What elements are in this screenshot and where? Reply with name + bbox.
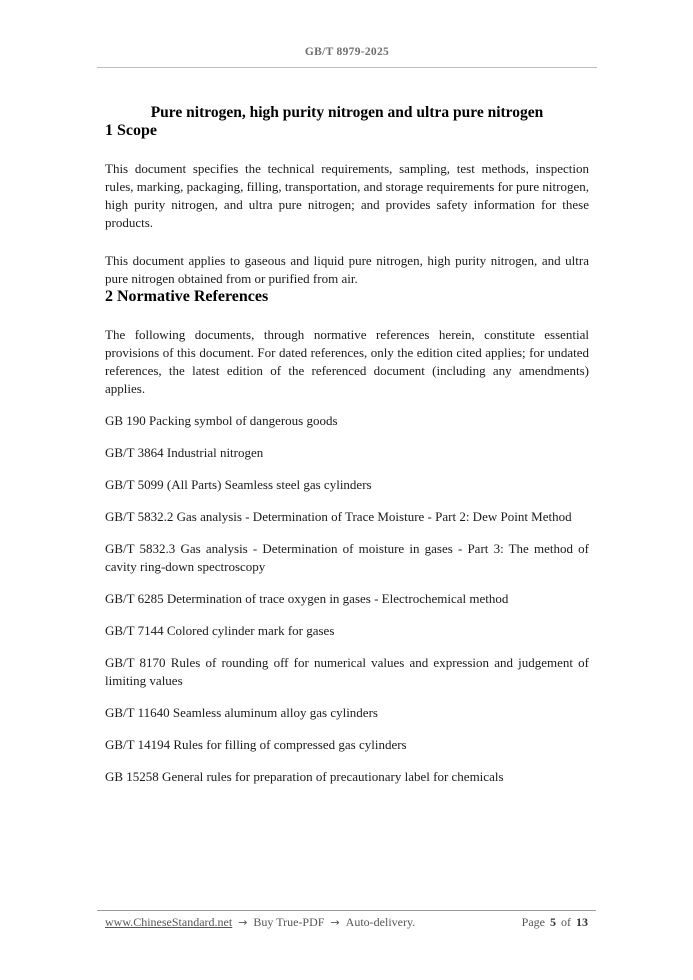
total-pages: 13 — [576, 915, 588, 929]
section-normative-references — [105, 288, 589, 786]
reference-item: GB/T 3864 Industrial nitrogen — [105, 445, 264, 460]
page-indicator — [522, 915, 588, 930]
page-header — [105, 46, 589, 68]
document-title: Pure nitrogen, high purity nitrogen and ultra pure nitrogen — [150, 104, 544, 121]
section-scope — [105, 122, 589, 288]
section-heading-normative-references: 2 Normative References — [105, 288, 269, 305]
arrow-icon: → — [238, 916, 248, 929]
reference-item: GB 15258 General rules for preparation of precautionary label for chemicals — [105, 769, 504, 784]
section-heading-scope: 1 Scope — [105, 122, 157, 139]
page-footer — [97, 910, 596, 930]
header-doc-number: GB/T 8979-2025 — [304, 46, 390, 58]
reference-item: GB/T 11640 Seamless aluminum alloy gas cylinders — [105, 705, 378, 720]
reference-item: GB/T 5832.3 Gas analysis - Determination of moisture in gases - Part 3: The method of cavity ring-down spectroscopy — [105, 541, 589, 574]
footer-divider — [97, 910, 596, 911]
footer-row — [97, 915, 596, 930]
page-label: Page — [521, 915, 545, 929]
reference-item: GB/T 7144 Colored cylinder mark for gases — [105, 623, 335, 638]
footer-buy-text: Buy True-PDF — [253, 915, 325, 929]
paragraph: This document applies to gaseous and liquid pure nitrogen, high purity nitrogen, and ultra pure nitrogen obtained from or purified from air. — [105, 253, 589, 286]
reference-item: GB/T 14194 Rules for filling of compressed gas cylinders — [105, 737, 407, 752]
reference-item: GB/T 6285 Determination of trace oxygen in gases - Electrochemical method — [105, 591, 509, 606]
reference-item: GB/T 5832.2 Gas analysis - Determination of Trace Moisture - Part 2: Dew Point Method — [105, 509, 572, 524]
of-label: of — [561, 915, 571, 929]
paragraph: The following documents, through normative references herein, constitute essential provisions of this document. For dated references, only the edition cited applies; for undated references, the latest edition of the referenced document (including any amendments) applies. — [105, 327, 589, 396]
reference-item: GB 190 Packing symbol of dangerous goods — [105, 413, 338, 428]
footer-promo — [105, 915, 415, 930]
footer-link[interactable]: www.ChineseStandard.net — [105, 915, 233, 929]
paragraph: This document specifies the technical requirements, sampling, test methods, inspection rules, marking, packaging, filling, transportation, and storage requirements for pure nitrogen, high purity nitrogen, and ultra pure nitrogen; and provides safety information for these products. — [105, 161, 589, 230]
reference-item: GB/T 8170 Rules of rounding off for numerical values and expression and judgement of limiting values — [105, 655, 589, 688]
reference-item: GB/T 5099 (All Parts) Seamless steel gas cylinders — [105, 477, 372, 492]
arrow-icon: → — [330, 916, 340, 929]
footer-delivery-text: Auto-delivery. — [345, 915, 416, 929]
header-divider — [97, 67, 597, 68]
page-number: 5 — [550, 915, 556, 929]
